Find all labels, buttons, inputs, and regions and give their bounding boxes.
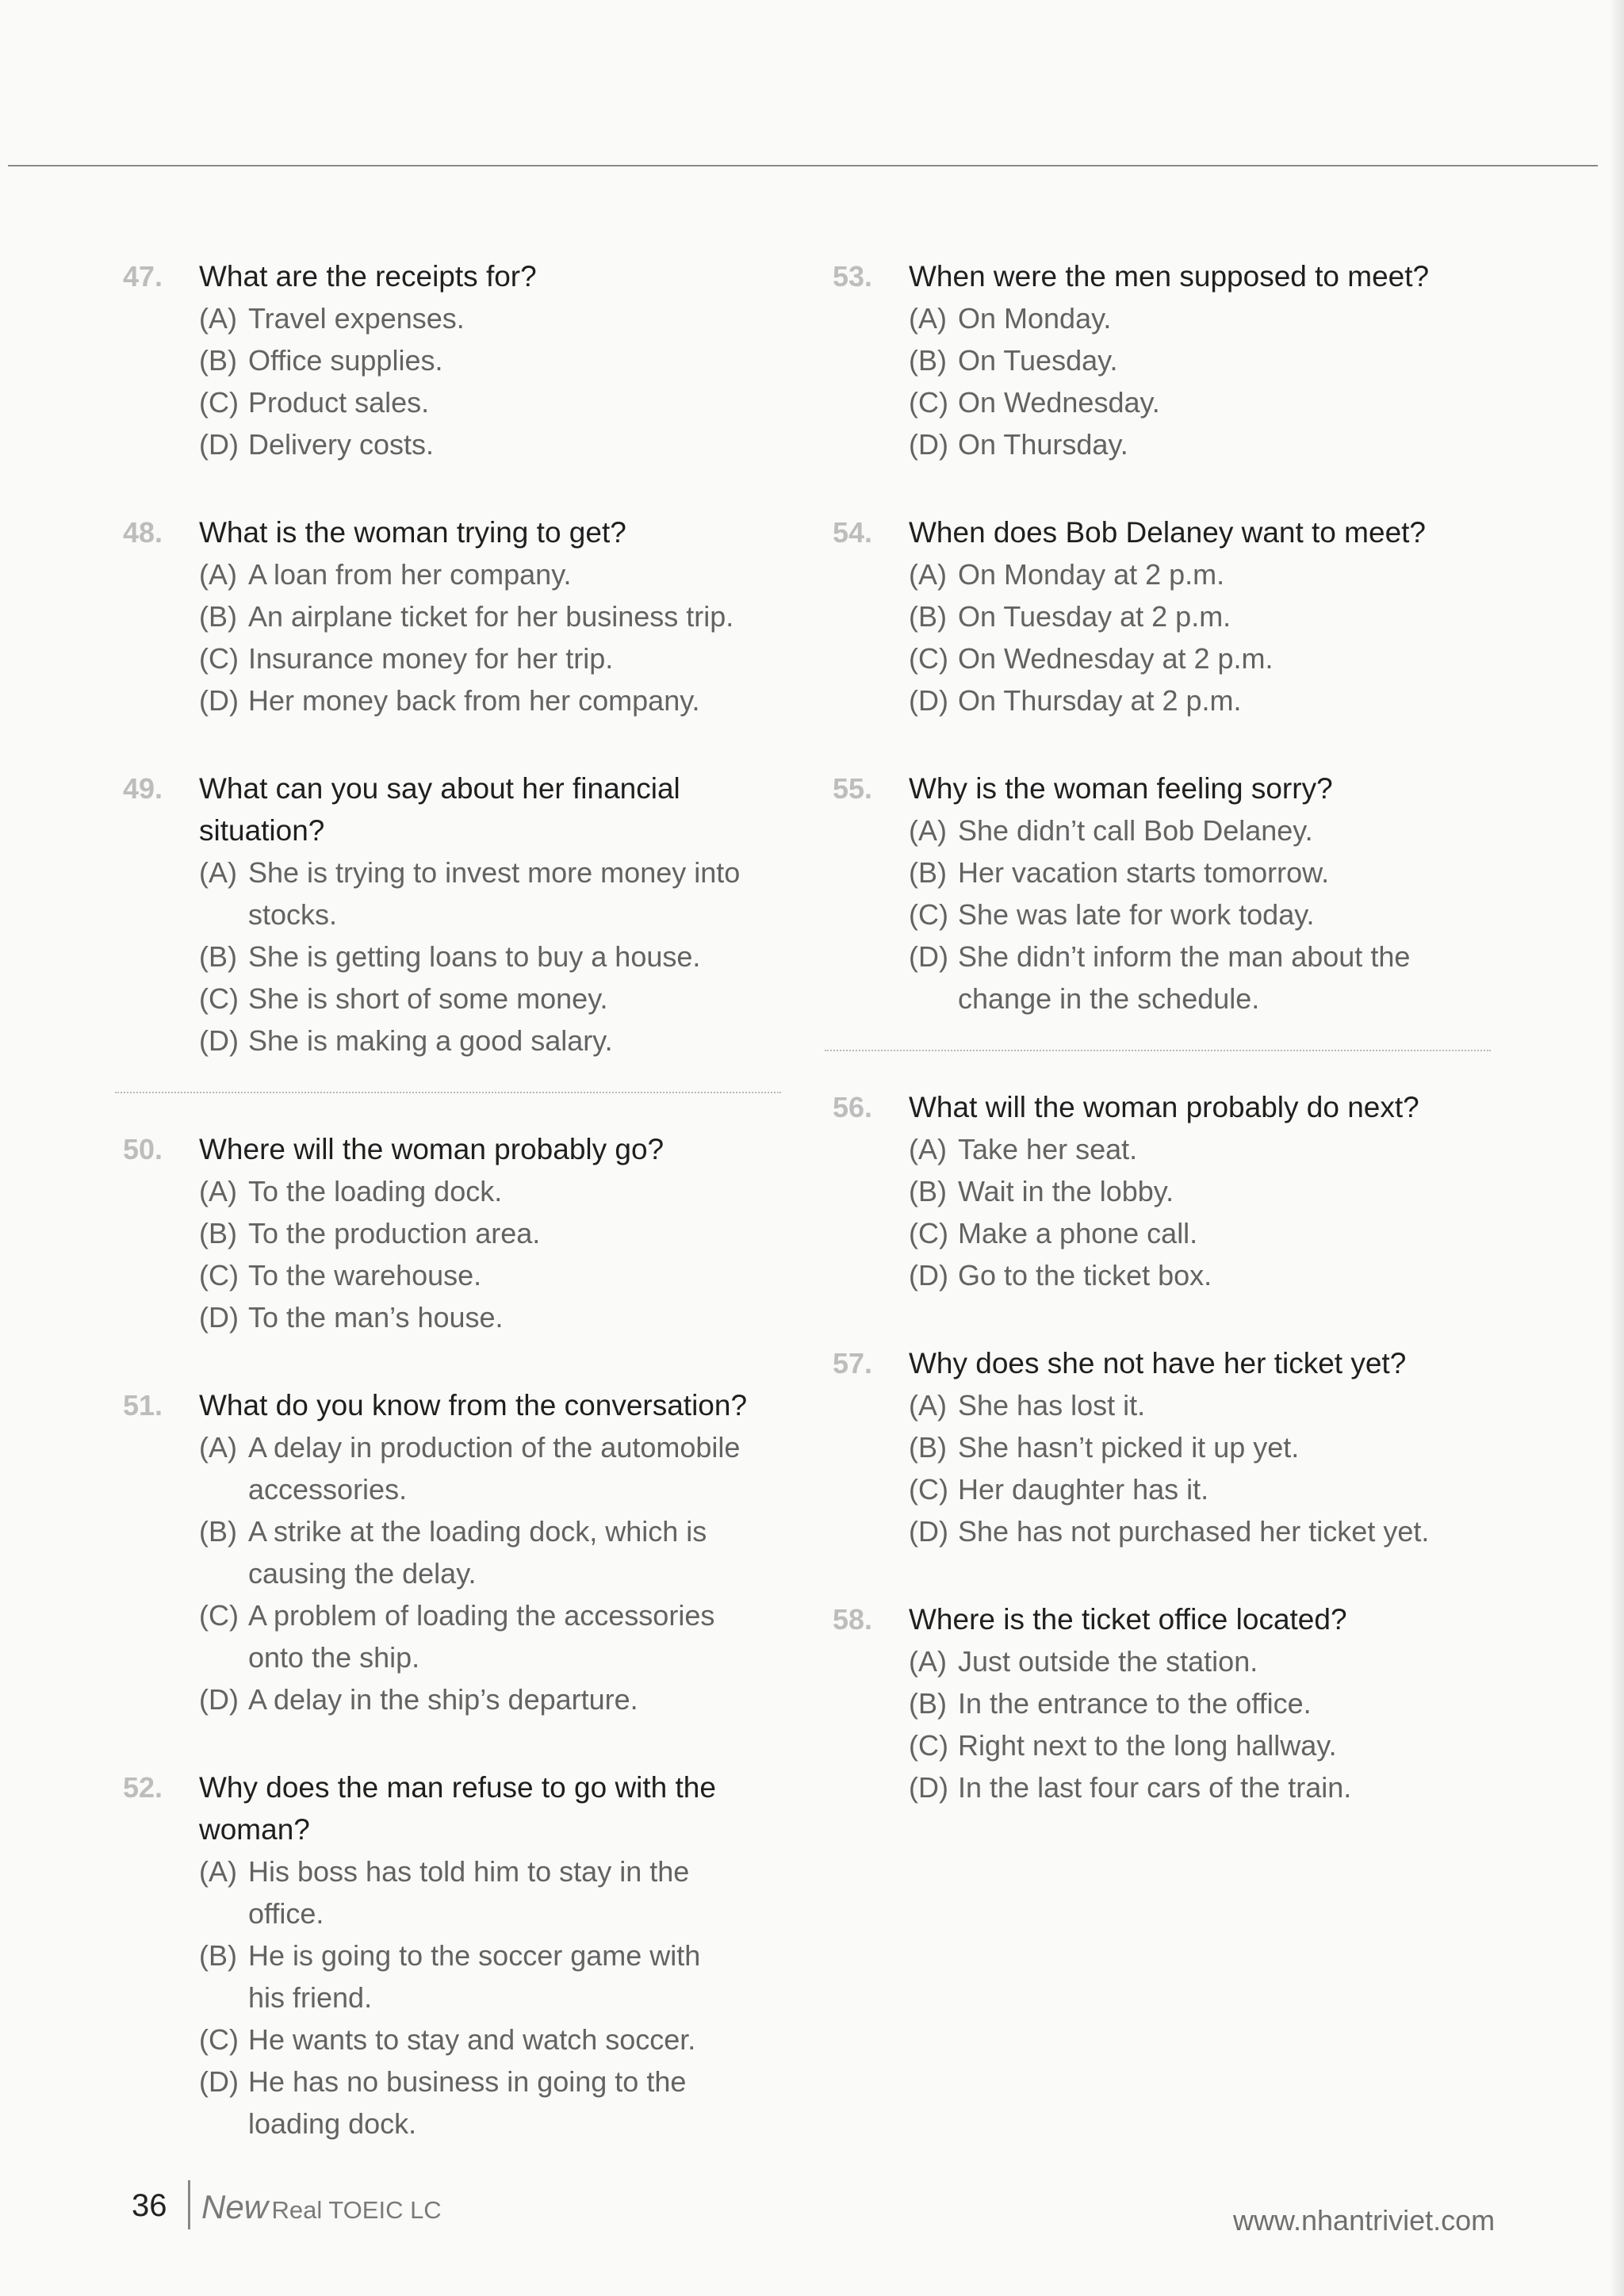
option-text: She hasn’t picked it up yet. <box>958 1431 1300 1464</box>
answer-option <box>909 1640 1483 1682</box>
answer-option <box>199 1020 773 1062</box>
question-text: What do you know from the conversation? <box>199 1389 748 1422</box>
answer-options <box>909 1128 1483 1296</box>
option-text: Her vacation starts tomorrow. <box>958 856 1330 889</box>
option-letter: (D) <box>909 428 948 461</box>
section-divider <box>825 1050 1491 1051</box>
option-text: Make a phone call. <box>958 1217 1198 1249</box>
option-text: She didn’t call Bob Delaney. <box>958 814 1313 847</box>
option-letter: (B) <box>199 940 237 973</box>
option-text: To the production area. <box>248 1217 541 1249</box>
answer-options <box>199 1850 773 2145</box>
answer-option <box>909 1510 1483 1552</box>
option-text: He is going to the soccer game with his friend. <box>248 1939 701 2014</box>
option-text: On Monday at 2 p.m. <box>958 558 1225 591</box>
answer-option <box>199 339 773 381</box>
question-text: Why is the woman feeling sorry? <box>909 772 1333 805</box>
option-text: He has no business in going to the loading dock. <box>248 2065 687 2140</box>
answer-option <box>909 1254 1483 1296</box>
option-text: His boss has told him to stay in the office. <box>248 1855 690 1930</box>
answer-option <box>199 595 773 637</box>
option-text: To the man’s house. <box>248 1301 504 1334</box>
footer-separator <box>188 2180 190 2229</box>
option-text: Her daughter has it. <box>958 1473 1209 1506</box>
answer-option <box>909 809 1483 851</box>
answer-option <box>909 423 1483 465</box>
answer-option <box>199 679 773 721</box>
option-text: A problem of loading the accessories onto the ship. <box>248 1599 715 1674</box>
answer-options <box>909 1640 1483 1808</box>
question-number: 57. <box>833 1347 873 1380</box>
option-letter: (D) <box>199 1301 239 1334</box>
answer-option <box>199 553 773 595</box>
answer-options <box>909 297 1483 465</box>
book-title-rest: Real TOEIC LC <box>271 2196 442 2224</box>
question-item <box>123 255 773 465</box>
option-letter: (B) <box>199 600 237 633</box>
option-letter: (C) <box>909 898 948 931</box>
option-letter: (A) <box>909 302 947 335</box>
answer-option <box>909 1682 1483 1724</box>
option-text: In the entrance to the office. <box>958 1687 1312 1720</box>
option-text: She has not purchased her ticket yet. <box>958 1515 1430 1548</box>
option-letter: (C) <box>199 2023 239 2056</box>
option-text: She didn’t inform the man about the change in the schedule. <box>958 940 1411 1015</box>
option-text: On Thursday at 2 p.m. <box>958 684 1242 717</box>
option-letter: (B) <box>199 344 237 377</box>
question-item <box>123 1128 773 1338</box>
option-letter: (C) <box>199 386 239 419</box>
option-letter: (D) <box>199 684 239 717</box>
answer-option <box>199 297 773 339</box>
option-letter: (D) <box>199 428 239 461</box>
question-text: Where is the ticket office located? <box>909 1603 1347 1636</box>
answer-option <box>909 936 1483 1020</box>
option-text: She is short of some money. <box>248 982 608 1015</box>
answer-option <box>909 595 1483 637</box>
section-divider <box>115 1092 781 1093</box>
answer-option <box>199 1594 773 1678</box>
option-letter: (A) <box>909 814 947 847</box>
question-item <box>833 1086 1483 1296</box>
answer-option <box>199 1678 773 1720</box>
question-number: 51. <box>123 1389 163 1422</box>
answer-options <box>199 1426 773 1720</box>
answer-option <box>909 1468 1483 1510</box>
answer-option <box>199 851 773 936</box>
answer-option <box>909 297 1483 339</box>
option-letter: (C) <box>909 1217 948 1249</box>
question-text: What will the woman probably do next? <box>909 1091 1419 1123</box>
option-text: She is making a good salary. <box>248 1024 613 1057</box>
option-letter: (C) <box>909 1473 948 1506</box>
publisher-url: www.nhantriviet.com <box>1233 2204 1496 2237</box>
answer-option <box>199 978 773 1020</box>
answer-option <box>199 1254 773 1296</box>
answer-option <box>199 2061 773 2145</box>
option-text: She was late for work today. <box>958 898 1315 931</box>
option-letter: (D) <box>199 1024 239 1057</box>
book-title <box>201 2187 442 2235</box>
option-text: He wants to stay and watch soccer. <box>248 2023 696 2056</box>
answer-option <box>909 1766 1483 1808</box>
option-letter: (C) <box>199 1599 239 1632</box>
answer-option <box>199 1296 773 1338</box>
question-item <box>833 511 1483 721</box>
option-text: Product sales. <box>248 386 430 419</box>
option-text: Wait in the lobby. <box>958 1175 1174 1207</box>
question-item <box>833 1598 1483 1808</box>
question-number: 58. <box>833 1603 873 1636</box>
option-text: Delivery costs. <box>248 428 435 461</box>
question-text: What can you say about her financial situation? <box>199 772 680 847</box>
option-text: A strike at the loading dock, which is causing the delay. <box>248 1515 707 1590</box>
question-text: Where will the woman probably go? <box>199 1133 665 1165</box>
answer-options <box>909 809 1483 1020</box>
answer-option <box>909 1128 1483 1170</box>
option-text: Take her seat. <box>958 1133 1138 1165</box>
option-letter: (A) <box>199 302 237 335</box>
question-item <box>833 1342 1483 1552</box>
option-letter: (B) <box>909 856 947 889</box>
answer-option <box>909 1212 1483 1254</box>
answer-option <box>909 851 1483 894</box>
option-letter: (C) <box>199 1259 239 1292</box>
answer-option <box>909 679 1483 721</box>
answer-option <box>199 423 773 465</box>
option-letter: (C) <box>199 642 239 675</box>
answer-options <box>909 1384 1483 1552</box>
option-letter: (A) <box>199 1175 237 1207</box>
option-letter: (D) <box>199 2065 239 2098</box>
question-number: 53. <box>833 260 873 293</box>
option-letter: (C) <box>909 642 948 675</box>
page-number: 36 <box>132 2188 167 2223</box>
question-number: 49. <box>123 772 163 805</box>
option-text: She is trying to invest more money into stocks. <box>248 856 741 931</box>
question-item <box>123 1384 773 1720</box>
option-letter: (A) <box>199 1431 237 1464</box>
option-text: A delay in production of the automobile accessories. <box>248 1431 741 1506</box>
question-number: 54. <box>833 516 873 549</box>
answer-options <box>199 297 773 465</box>
answer-option <box>199 1510 773 1594</box>
option-letter: (B) <box>199 1217 237 1249</box>
option-letter: (B) <box>199 1515 237 1548</box>
answer-option <box>199 2019 773 2061</box>
option-text: Just outside the station. <box>958 1645 1258 1678</box>
option-text: Travel expenses. <box>248 302 465 335</box>
option-letter: (D) <box>909 1259 948 1292</box>
answer-option <box>199 936 773 978</box>
question-number: 52. <box>123 1771 163 1804</box>
option-letter: (B) <box>199 1939 237 1972</box>
answer-option <box>909 381 1483 423</box>
question-text: Why does she not have her ticket yet? <box>909 1347 1407 1380</box>
answer-option <box>199 1934 773 2019</box>
page-edge-shadow <box>1610 0 1624 2296</box>
question-text: When does Bob Delaney want to meet? <box>909 516 1426 549</box>
option-text: Right next to the long hallway. <box>958 1729 1337 1762</box>
option-letter: (B) <box>909 600 947 633</box>
answer-option <box>199 1212 773 1254</box>
option-letter: (B) <box>909 1687 947 1720</box>
question-item <box>123 511 773 721</box>
option-text: A delay in the ship’s departure. <box>248 1683 638 1716</box>
question-item <box>833 767 1483 1020</box>
question-number: 55. <box>833 772 873 805</box>
question-item <box>833 255 1483 465</box>
answer-options <box>199 553 773 721</box>
option-text: On Tuesday. <box>958 344 1118 377</box>
option-text: An airplane ticket for her business trip. <box>248 600 734 633</box>
option-letter: (D) <box>909 1515 948 1548</box>
option-letter: (D) <box>909 1771 948 1804</box>
option-letter: (A) <box>909 1389 947 1422</box>
answer-option <box>199 1850 773 1934</box>
option-text: A loan from her company. <box>248 558 572 591</box>
option-text: To the loading dock. <box>248 1175 503 1207</box>
option-letter: (C) <box>909 1729 948 1762</box>
answer-option <box>909 894 1483 936</box>
question-text: What is the woman trying to get? <box>199 516 626 549</box>
option-text: She is getting loans to buy a house. <box>248 940 701 973</box>
question-item <box>123 1766 773 2145</box>
option-letter: (A) <box>199 856 237 889</box>
question-text: When were the men supposed to meet? <box>909 260 1430 293</box>
answer-option <box>199 1170 773 1212</box>
option-text: Office supplies. <box>248 344 443 377</box>
left-question-column <box>123 255 773 2191</box>
answer-options <box>909 553 1483 721</box>
option-letter: (C) <box>199 982 239 1015</box>
option-letter: (B) <box>909 1175 947 1207</box>
answer-option <box>909 1384 1483 1426</box>
option-text: She has lost it. <box>958 1389 1146 1422</box>
question-item <box>123 767 773 1062</box>
question-number: 50. <box>123 1133 163 1165</box>
question-number: 48. <box>123 516 163 549</box>
option-text: On Tuesday at 2 p.m. <box>958 600 1231 633</box>
option-letter: (B) <box>909 344 947 377</box>
option-text: On Wednesday. <box>958 386 1160 419</box>
option-text: Her money back from her company. <box>248 684 700 717</box>
question-number: 47. <box>123 260 163 293</box>
question-text: What are the receipts for? <box>199 260 537 293</box>
option-letter: (D) <box>199 1683 239 1716</box>
option-text: In the last four cars of the train. <box>958 1771 1352 1804</box>
option-text: Go to the ticket box. <box>958 1259 1212 1292</box>
option-text: On Wednesday at 2 p.m. <box>958 642 1274 675</box>
option-text: To the warehouse. <box>248 1259 482 1292</box>
option-text: On Monday. <box>958 302 1112 335</box>
option-letter: (B) <box>909 1431 947 1464</box>
book-title-new: New <box>201 2188 269 2225</box>
answer-option <box>199 381 773 423</box>
answer-option <box>909 637 1483 679</box>
question-text: Why does the man refuse to go with the woman? <box>199 1771 716 1846</box>
answer-options <box>199 851 773 1062</box>
question-number: 56. <box>833 1091 873 1123</box>
option-letter: (A) <box>909 1133 947 1165</box>
answer-option <box>909 1170 1483 1212</box>
option-text: On Thursday. <box>958 428 1128 461</box>
option-text: Insurance money for her trip. <box>248 642 614 675</box>
answer-option <box>909 1724 1483 1766</box>
option-letter: (A) <box>199 558 237 591</box>
answer-option <box>909 339 1483 381</box>
header-rule <box>8 165 1598 166</box>
answer-option <box>909 1426 1483 1468</box>
answer-option <box>199 637 773 679</box>
right-question-column <box>833 255 1483 1854</box>
answer-option <box>909 553 1483 595</box>
answer-option <box>199 1426 773 1510</box>
option-letter: (A) <box>909 1645 947 1678</box>
option-letter: (A) <box>199 1855 237 1888</box>
option-letter: (C) <box>909 386 948 419</box>
option-letter: (D) <box>909 684 948 717</box>
option-letter: (D) <box>909 940 948 973</box>
answer-options <box>199 1170 773 1338</box>
option-letter: (A) <box>909 558 947 591</box>
